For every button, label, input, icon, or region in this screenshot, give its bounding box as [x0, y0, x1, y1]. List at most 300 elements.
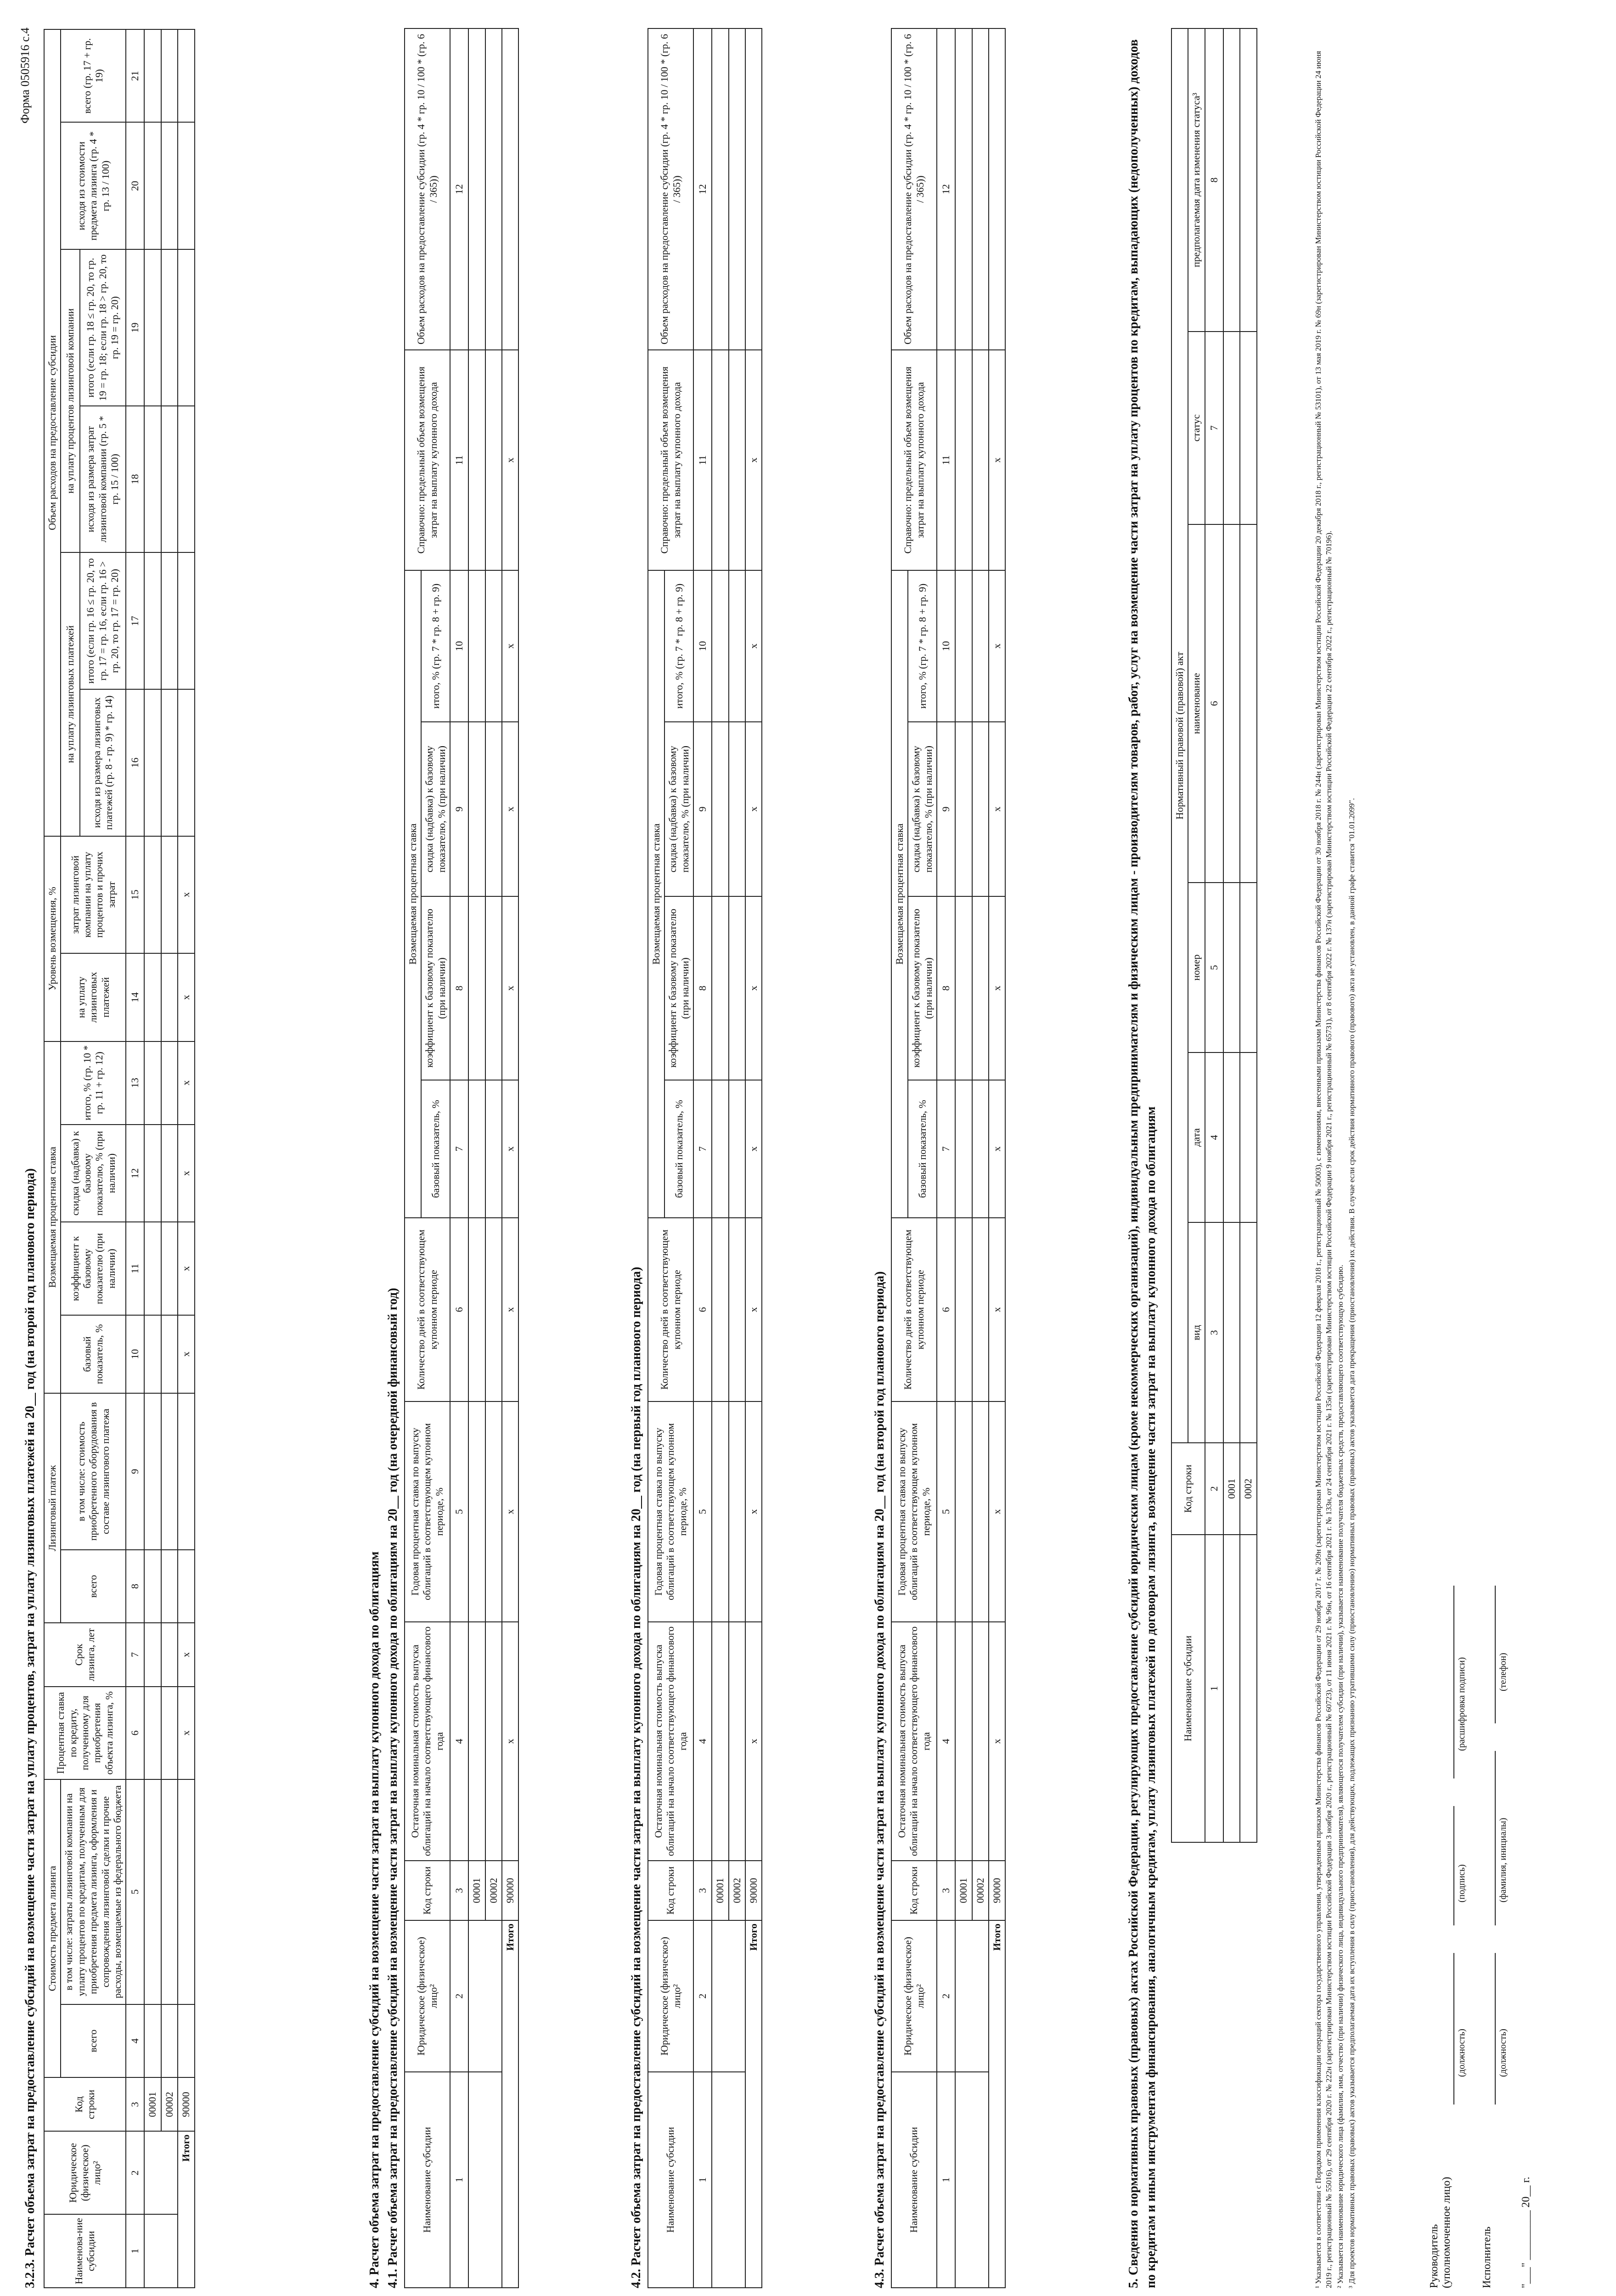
hdr-act-number: номер: [1188, 883, 1205, 1052]
data-cell[interactable]: [955, 1622, 972, 1861]
head-decode-caption: (расшифровка подписи): [1457, 1657, 1467, 1751]
column-numbers-row: [126, 29, 144, 2288]
line-code: 0001: [1223, 1443, 1240, 1535]
data-cell[interactable]: [972, 722, 989, 896]
hdr-annual-rate: Годовая процентная ставка по выпуску облигаций в соответствующем купонном периоде, %: [648, 1401, 693, 1622]
data-cell[interactable]: [144, 2004, 161, 2078]
line-code: 00001: [712, 1861, 728, 1920]
data-cell[interactable]: [1240, 524, 1256, 883]
col-num: 1: [450, 2072, 468, 2288]
table-row: [144, 29, 161, 2288]
cross-cell: x: [989, 1080, 1005, 1218]
data-cell[interactable]: [144, 406, 161, 552]
data-cell[interactable]: [485, 570, 502, 722]
hdr-expense-volume: Объем расходов на предоставление субсидии: [44, 29, 61, 836]
hdr-line-code: Код строки: [405, 1861, 450, 1920]
col-num: 7: [450, 1080, 468, 1218]
signature-date[interactable]: "___" _________ 20__ г.: [1520, 2177, 1532, 2288]
data-cell[interactable]: [144, 689, 161, 836]
executor-fio-line[interactable]: [1495, 1751, 1496, 1925]
col-num: 2: [937, 1920, 955, 2072]
data-cell[interactable]: [144, 1687, 161, 1779]
hdr-cost-incl: в том числе: затраты лизинговой компании на уплату процентов по кредитам, полученным для приобретения предмета лизинга, оформления и сопровождения лизинговой сделки и прочие расходы, возмещаемые из федерального бюджета: [61, 1779, 126, 2004]
data-cell[interactable]: [1223, 524, 1240, 883]
data-cell[interactable]: [729, 722, 745, 896]
hdr-coefficient: коэффициент к базовому показателю (при наличии): [421, 896, 450, 1080]
data-cell[interactable]: [161, 29, 178, 122]
col-num: 8: [1205, 28, 1223, 332]
data-cell[interactable]: [972, 1218, 989, 1401]
data-cell[interactable]: [468, 350, 485, 570]
col-num: 11: [450, 350, 468, 570]
data-cell[interactable]: [144, 1779, 161, 2004]
hdr-entity: Юридическое (физическое) лицо²: [44, 2131, 126, 2214]
hdr-reference-limit: Справочно: предельный объем возмещения затрат на выплату купонного дохода: [648, 350, 693, 570]
cross-cell: x: [989, 896, 1005, 1080]
cross-cell: x: [178, 1623, 194, 1686]
data-cell[interactable]: [178, 406, 194, 552]
col-num: 10: [937, 570, 955, 722]
data-cell[interactable]: [468, 896, 485, 1080]
hdr-total-rate: итого, % (гр. 7 * гр. 8 + гр. 9): [664, 570, 693, 722]
data-cell[interactable]: [161, 953, 178, 1041]
data-cell[interactable]: [712, 896, 728, 1080]
data-cell[interactable]: [144, 1041, 161, 1125]
col-num: 1: [937, 2072, 955, 2288]
col-num: 2: [1205, 1443, 1223, 1535]
data-cell[interactable]: [712, 1218, 728, 1401]
col-num: 4: [693, 1622, 712, 1861]
data-cell[interactable]: [972, 350, 989, 570]
col-num: 5: [1205, 883, 1223, 1052]
data-cell[interactable]: [178, 1779, 194, 2004]
data-cell[interactable]: [161, 406, 178, 552]
data-cell[interactable]: [989, 28, 1005, 350]
table-row: [161, 29, 178, 2288]
col-num: 10: [693, 570, 712, 722]
footnote-3: ³ Для проектов нормативных правовых (правовых) актов указывается предполагаемая дата их вступления в силу (приостановления), для действующих, подлежащих признанию утратившими силу (приостановлению) нормативных правовых (правовых) актов указывается дата прекращения (приостановления) их действия. В случае если срок действия нормативного правового (правового) акта не установлен, в данной графе ставится "01.01.2099".: [1347, 798, 1356, 2288]
hdr-base-rate: базовый показатель, %: [664, 1080, 693, 1218]
data-cell[interactable]: [144, 1315, 161, 1393]
total-label: Итого: [502, 1920, 518, 2288]
hdr-subsidy-name: Наименование субсидии: [405, 2072, 450, 2288]
total-code: 90000: [745, 1861, 762, 1920]
data-cell[interactable]: [1223, 1052, 1240, 1222]
data-cell[interactable]: [485, 722, 502, 896]
data-cell[interactable]: [1223, 1222, 1240, 1443]
data-cell[interactable]: [161, 1041, 178, 1125]
col-num: 3: [126, 2077, 144, 2131]
data-cell[interactable]: [1240, 1535, 1256, 1842]
col-num: 1: [693, 2072, 712, 2288]
table-row: [712, 28, 728, 2288]
hdr-planned-date: предполагаемая дата изменения статуса³: [1188, 28, 1205, 332]
data-cell[interactable]: [161, 1779, 178, 2004]
hdr-payment-total: всего: [61, 1550, 126, 1623]
data-cell[interactable]: [955, 1218, 972, 1401]
hdr-volume-pay-total: итого (если гр. 16 ≤ гр. 20, то гр. 17 = гр. 16, если гр. 16 > гр. 20, то гр. 17 = гр. 20): [80, 552, 126, 689]
data-cell[interactable]: [161, 552, 178, 689]
hdr-reference-limit: Справочно: предельный объем возмещения затрат на выплату купонного дохода: [891, 350, 937, 570]
hdr-volume-int-total: итого (если гр. 18 ≤ гр. 20, то гр. 19 = гр. 18; если гр. 18 > гр. 20, то гр. 19 = гр. 20): [80, 249, 126, 406]
data-cell[interactable]: [178, 122, 194, 249]
data-cell[interactable]: [468, 1401, 485, 1622]
data-cell[interactable]: [955, 1401, 972, 1622]
col-num: 15: [126, 836, 144, 953]
data-cell[interactable]: [178, 1550, 194, 1623]
col-num: 14: [126, 953, 144, 1041]
data-cell[interactable]: [161, 1687, 178, 1779]
data-cell[interactable]: [161, 1222, 178, 1315]
data-cell[interactable]: [712, 1622, 728, 1861]
cross-cell: x: [178, 953, 194, 1041]
hdr-line-code: Код строки: [648, 1861, 693, 1920]
data-cell[interactable]: [1240, 28, 1256, 332]
col-num: 6: [937, 1218, 955, 1401]
data-cell[interactable]: [178, 1393, 194, 1550]
data-cell[interactable]: [485, 896, 502, 1080]
data-cell[interactable]: [972, 1401, 989, 1622]
data-cell[interactable]: [712, 2072, 745, 2288]
total-code: 90000: [502, 1861, 518, 1920]
column-numbers-row: [693, 28, 712, 2288]
head-position-line[interactable]: [1453, 1953, 1454, 2105]
data-cell[interactable]: [1223, 28, 1240, 332]
data-cell[interactable]: [955, 350, 972, 570]
hdr-act-status: статус: [1188, 332, 1205, 524]
head-sub-label: (уполномоченное лицо): [1441, 2177, 1453, 2288]
data-cell[interactable]: [485, 1401, 502, 1622]
cross-cell: x: [178, 1315, 194, 1393]
head-decode-line[interactable]: [1453, 1586, 1454, 1778]
data-cell[interactable]: [972, 1080, 989, 1218]
col-num: 11: [693, 350, 712, 570]
section-4-1-title: 4.1. Расчет объема затрат на предоставление субсидий на возмещение части затрат на выплату купонного дохода по облигациям на 20__ год (на очередной финансовый год): [386, 1288, 400, 2288]
hdr-reimbursed-rate: Возмещаемая процентная ставка: [891, 570, 908, 1218]
data-cell[interactable]: [712, 28, 728, 350]
data-cell[interactable]: [729, 1401, 745, 1622]
col-num: 9: [450, 722, 468, 896]
data-cell[interactable]: [729, 28, 745, 350]
hdr-entity: Юридическое (физическое) лицо²: [405, 1920, 450, 2072]
col-num: 7: [937, 1080, 955, 1218]
cross-cell: x: [745, 896, 762, 1080]
cross-cell: x: [989, 1218, 1005, 1401]
data-cell[interactable]: [178, 249, 194, 406]
hdr-discount: скидка (надбавка) к базовому показателю, % (при наличии): [908, 722, 937, 896]
data-cell[interactable]: [161, 836, 178, 953]
data-cell[interactable]: [144, 1222, 161, 1315]
data-cell[interactable]: [745, 28, 762, 350]
col-num: 16: [126, 689, 144, 836]
data-cell[interactable]: [144, 1393, 161, 1550]
cross-cell: x: [178, 836, 194, 953]
data-cell[interactable]: [178, 552, 194, 689]
data-cell[interactable]: [712, 1401, 728, 1622]
cross-cell: x: [745, 1080, 762, 1218]
hdr-leasing-cost: Стоимость предмета лизинга: [44, 1779, 61, 2077]
col-num: 7: [1205, 332, 1223, 524]
data-cell[interactable]: [729, 350, 745, 570]
hdr-leasing-term: Срок лизинга, лет: [44, 1623, 126, 1686]
footnotes: [1313, 38, 1358, 2288]
cross-cell: x: [178, 1222, 194, 1315]
col-num: 12: [937, 28, 955, 350]
line-code: 00002: [729, 1861, 745, 1920]
hdr-volume-payments: на уплату лизинговых платежей: [61, 552, 79, 836]
data-cell[interactable]: [144, 953, 161, 1041]
section-5-title: 5. Сведения о нормативных правовых (правовых) актах Российской Федерации, регулирующих предоставление субсидий юридическим лицам (кроме некоммерческих организаций), индивидуальным предпринимателям и физическим лицам - производителям товаров, работ, услуг на возмещение части затрат на уплату процентов по кредитам, выпадающих (недополученных) доходов по кредитам и иным инструментам финансирования, аналогичным кредитам, уплату лизинговых платежей по договорам лизинга, возмещение части затрат на выплату купонного дохода по облигациям: [1126, 39, 1158, 2288]
data-cell[interactable]: [144, 1125, 161, 1222]
cross-cell: x: [502, 350, 518, 570]
hdr-reimbursement-level: Уровень возмещения, %: [44, 836, 61, 1041]
col-num: 17: [126, 552, 144, 689]
data-cell[interactable]: [161, 1550, 178, 1623]
data-cell[interactable]: [712, 1080, 728, 1218]
col-num: 7: [693, 1080, 712, 1218]
data-cell[interactable]: [144, 29, 161, 122]
hdr-reference-limit: Справочно: предельный объем возмещения затрат на выплату купонного дохода: [405, 350, 450, 570]
data-cell[interactable]: [1223, 883, 1240, 1052]
data-cell[interactable]: [485, 28, 502, 350]
hdr-volume-from-cost: исходя из стоимости предмета лизинга (гр. 4 * гр. 13 / 100): [61, 122, 126, 249]
data-cell[interactable]: [468, 28, 485, 350]
data-cell[interactable]: [485, 1622, 502, 1861]
data-cell[interactable]: [468, 1920, 502, 2072]
data-cell[interactable]: [485, 1080, 502, 1218]
hdr-days: Количество дней в соответствующем купонном периоде: [648, 1218, 693, 1401]
data-cell[interactable]: [144, 552, 161, 689]
footnote-2: ² Указывается наименование юридического лица (фамилия, имя, отчество (при наличии) физического лица, индивидуального предпринимателя), являющегося получателем субсидии (при наличии), указывается наименование получателя бюджетных средств, предоставляющего соответствующую субсидию.: [1335, 1265, 1345, 2288]
line-code: 00001: [955, 1861, 972, 1920]
hdr-total-rate: итого, % (гр. 10 * гр. 11 + гр. 12): [61, 1041, 126, 1125]
data-cell[interactable]: [468, 1218, 485, 1401]
executor-phone-caption: (телефон): [1498, 1653, 1508, 1691]
table-row: [1223, 28, 1240, 1842]
data-cell[interactable]: [1223, 332, 1240, 524]
data-cell[interactable]: [161, 122, 178, 249]
hdr-subsidy-name: Наименование субсидии: [891, 2072, 937, 2288]
data-cell[interactable]: [1240, 883, 1256, 1052]
line-code: 00001: [468, 1861, 485, 1920]
cross-cell: x: [502, 1080, 518, 1218]
data-cell[interactable]: [1223, 1535, 1240, 1842]
executor-phone-line[interactable]: [1495, 1586, 1496, 1723]
data-cell[interactable]: [1240, 1222, 1256, 1443]
legal-acts-table: [1171, 28, 1257, 1843]
table-row: [1240, 28, 1256, 1842]
data-cell[interactable]: [1240, 332, 1256, 524]
data-cell[interactable]: [161, 1125, 178, 1222]
hdr-volume-all: всего (гр. 17 + гр. 19): [61, 29, 126, 122]
cross-cell: x: [989, 1401, 1005, 1622]
data-cell[interactable]: [955, 896, 972, 1080]
table-row: [955, 28, 972, 2288]
data-cell[interactable]: [178, 29, 194, 122]
data-cell[interactable]: [178, 2004, 194, 2078]
cross-cell: x: [989, 722, 1005, 896]
head-position-caption: (должность): [1457, 2029, 1467, 2077]
data-cell[interactable]: [144, 1550, 161, 1623]
total-code: 90000: [178, 2077, 194, 2131]
data-cell[interactable]: [161, 689, 178, 836]
cross-cell: x: [989, 570, 1005, 722]
data-cell[interactable]: [144, 122, 161, 249]
hdr-discount: скидка (надбавка) к базовому показателю, % (при наличии): [421, 722, 450, 896]
line-code: 00002: [161, 2077, 178, 2131]
col-num: 3: [693, 1861, 712, 1920]
col-num: 6: [1205, 524, 1223, 883]
cross-cell: x: [989, 350, 1005, 570]
data-cell[interactable]: [161, 1623, 178, 1686]
hdr-leasing-payment: Лизинговый платеж: [44, 1393, 61, 1623]
hdr-annual-rate: Годовая процентная ставка по выпуску облигаций в соответствующем купонном периоде, %: [891, 1401, 937, 1622]
section-3-2-3-title: 3.2.3. Расчет объема затрат на предоставление субсидий на возмещение части затрат на уплату процентов, затрат на уплату лизинговых платежей на 20__ год (на второй год планового периода): [23, 1168, 37, 2288]
hdr-reimbursed-rate: Возмещаемая процентная ставка: [405, 570, 421, 1218]
col-num: 18: [126, 406, 144, 552]
line-code: 00002: [972, 1861, 989, 1920]
hdr-coefficient: коэффициент к базовому показателю (при наличии): [664, 896, 693, 1080]
data-cell[interactable]: [955, 570, 972, 722]
section-4-title: 4. Расчет объема затрат на предоставление субсидий на возмещение части затрат на выплату купонного дохода по облигациям: [367, 1551, 382, 2288]
hdr-line-code: Код строки: [44, 2077, 126, 2131]
data-cell[interactable]: [955, 722, 972, 896]
col-num: 11: [937, 350, 955, 570]
data-cell[interactable]: [144, 836, 161, 953]
data-cell[interactable]: [729, 896, 745, 1080]
col-num: 21: [126, 29, 144, 122]
hdr-coefficient: коэффициент к базовому показателю (при наличии): [61, 1222, 126, 1315]
total-code: 90000: [989, 1861, 1005, 1920]
signature-block: [1428, 2177, 1453, 2288]
data-cell[interactable]: [144, 2131, 178, 2214]
data-cell[interactable]: [1240, 1052, 1256, 1222]
table-row: [468, 28, 485, 2288]
cross-cell: x: [502, 722, 518, 896]
data-cell[interactable]: [178, 689, 194, 836]
col-num: 12: [693, 28, 712, 350]
data-cell[interactable]: [972, 570, 989, 722]
data-cell[interactable]: [955, 2072, 989, 2288]
hdr-expense-volume: Объем расходов на предоставление субсидии (гр. 4 * гр. 10 / 100 * (гр. 6 / 365)): [891, 28, 937, 350]
data-cell[interactable]: [161, 249, 178, 406]
hdr-level-payments: на уплату лизинговых платежей: [61, 953, 126, 1041]
data-cell[interactable]: [729, 1622, 745, 1861]
data-cell[interactable]: [955, 1920, 989, 2072]
data-cell[interactable]: [972, 28, 989, 350]
col-num: 11: [126, 1222, 144, 1315]
cross-cell: x: [745, 1218, 762, 1401]
total-label: Итого: [745, 1920, 762, 2288]
hdr-annual-rate: Годовая процентная ставка по выпуску облигаций в соответствующем купонном периоде, %: [405, 1401, 450, 1622]
cross-cell: x: [745, 1622, 762, 1861]
hdr-volume-interest: на уплату процентов лизинговой компании: [61, 249, 79, 552]
data-cell[interactable]: [972, 896, 989, 1080]
coupon-table-year3: [891, 28, 1006, 2288]
data-cell[interactable]: [485, 1218, 502, 1401]
data-cell[interactable]: [955, 1080, 972, 1218]
col-num: 20: [126, 122, 144, 249]
col-num: 3: [1205, 1222, 1223, 1443]
hdr-cost-total: всего: [61, 2004, 126, 2078]
cross-cell: x: [178, 1687, 194, 1779]
data-cell[interactable]: [972, 1622, 989, 1861]
data-cell[interactable]: [468, 1622, 485, 1861]
data-cell[interactable]: [161, 1315, 178, 1393]
data-cell[interactable]: [712, 1920, 745, 2072]
hdr-reimbursed-rate: Возмещаемая процентная ставка: [44, 1041, 61, 1393]
hdr-base-rate: базовый показатель, %: [61, 1315, 126, 1393]
col-num: 12: [450, 28, 468, 350]
col-num: 19: [126, 249, 144, 406]
total-row: [502, 28, 518, 2288]
col-num: 9: [126, 1393, 144, 1550]
hdr-total-rate: итого, % (гр. 7 * гр. 8 + гр. 9): [421, 570, 450, 722]
hdr-payment-incl: в том числе: стоимость приобретенного оборудования в составе лизингового платежа: [61, 1393, 126, 1550]
hdr-total-rate: итого, % (гр. 7 * гр. 8 + гр. 9): [908, 570, 937, 722]
hdr-act-date: дата: [1188, 1052, 1205, 1222]
data-cell[interactable]: [468, 1080, 485, 1218]
data-cell[interactable]: [144, 1623, 161, 1686]
data-cell[interactable]: [712, 570, 728, 722]
col-num: 6: [126, 1687, 144, 1779]
executor-position-caption: (должность): [1498, 2029, 1508, 2077]
cross-cell: x: [178, 1041, 194, 1125]
data-cell[interactable]: [161, 2004, 178, 2078]
data-cell[interactable]: [502, 28, 518, 350]
col-num: 4: [937, 1622, 955, 1861]
data-cell[interactable]: [468, 722, 485, 896]
cross-cell: x: [502, 1218, 518, 1401]
data-cell[interactable]: [485, 350, 502, 570]
column-numbers-row: [1205, 28, 1223, 1842]
hdr-subsidy-name: Наименование субсидии: [648, 2072, 693, 2288]
data-cell[interactable]: [955, 28, 972, 350]
col-num: 2: [450, 1920, 468, 2072]
data-cell[interactable]: [144, 2214, 178, 2288]
col-num: 6: [693, 1218, 712, 1401]
executor-fio-caption: (фамилия, инициалы): [1498, 1818, 1508, 1902]
hdr-subsidy-name: Наименова-ние субсидии: [44, 2214, 126, 2288]
hdr-nominal: Остаточная номинальная стоимость выпуска облигаций на начало соответствующего финансового года: [405, 1622, 450, 1861]
data-cell[interactable]: [712, 722, 728, 896]
col-num: 5: [450, 1401, 468, 1622]
col-num: 4: [450, 1622, 468, 1861]
col-num: 6: [450, 1218, 468, 1401]
line-code: 0002: [1240, 1443, 1256, 1535]
executor-position-line[interactable]: [1495, 1953, 1496, 2105]
data-cell[interactable]: [468, 2072, 502, 2288]
hdr-act-title: наименование: [1188, 524, 1205, 883]
head-signature-line[interactable]: [1453, 1806, 1454, 1925]
hdr-line-code: Код строки: [891, 1861, 937, 1920]
data-cell[interactable]: [729, 570, 745, 722]
hdr-days: Количество дней в соответствующем купонном периоде: [891, 1218, 937, 1401]
col-num: 10: [126, 1315, 144, 1393]
data-cell[interactable]: [468, 570, 485, 722]
data-cell[interactable]: [144, 249, 161, 406]
cross-cell: x: [502, 896, 518, 1080]
data-cell[interactable]: [729, 1080, 745, 1218]
data-cell[interactable]: [161, 1393, 178, 1550]
cross-cell: x: [502, 1401, 518, 1622]
data-cell[interactable]: [712, 350, 728, 570]
data-cell[interactable]: [729, 1218, 745, 1401]
head-signature-caption: (подпись): [1457, 1864, 1467, 1902]
col-num: 10: [450, 570, 468, 722]
hdr-nominal: Остаточная номинальная стоимость выпуска облигаций на начало соответствующего финансового года: [891, 1622, 937, 1861]
line-code: 00001: [144, 2077, 161, 2131]
